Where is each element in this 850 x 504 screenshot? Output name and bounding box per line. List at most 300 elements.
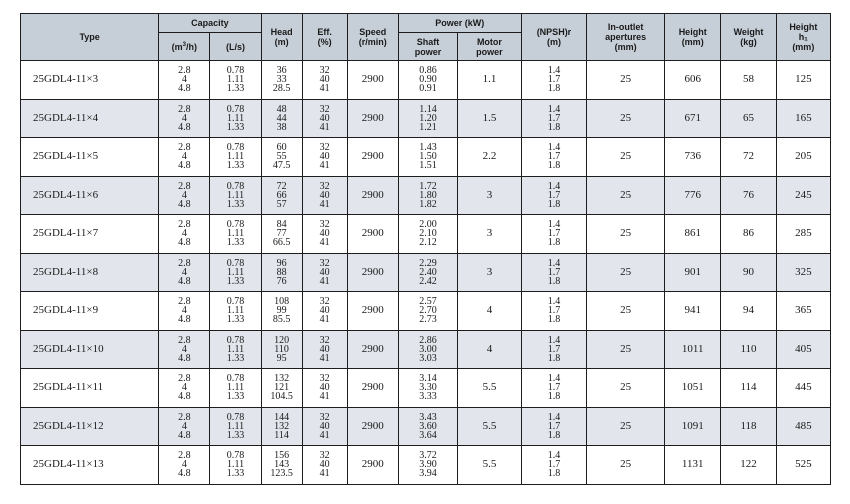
eff-cell-value: 40 (319, 420, 330, 432)
shaft-power-cell-value: 1.43 (419, 142, 437, 154)
motor-power-cell: 4 (458, 292, 522, 331)
type-cell: 25GDL4-11×12 (21, 407, 159, 446)
header-apertures: In-outlet apertures (mm) (587, 14, 665, 61)
capacity-ls-cell (210, 292, 261, 331)
head-cell (261, 407, 302, 446)
type-cell: 25GDL4-11×4 (21, 99, 159, 138)
capacity-ls-cell-value: 1.11 (226, 74, 245, 86)
eff-cell-value: 40 (319, 189, 330, 201)
eff-cell-value: 40 (319, 228, 330, 240)
capacity-ls-cell-value: 0.78 (226, 65, 245, 77)
npsh-cell-value: 1.8 (547, 160, 561, 172)
aperture-cell: 25 (587, 407, 665, 446)
capacity-m3h-cell-value: 4 (181, 74, 187, 86)
capacity-ls-cell-value: 1.33 (226, 391, 245, 403)
speed-cell: 2900 (347, 446, 398, 485)
type-cell: 25GDL4-11×10 (21, 330, 159, 369)
shaft-power-cell-value: 2.40 (419, 266, 437, 278)
height-cell: 776 (665, 176, 721, 215)
shaft-power-cell (398, 176, 457, 215)
npsh-cell (521, 407, 587, 446)
motor-power-cell: 5.5 (458, 446, 522, 485)
table-row (21, 292, 831, 331)
npsh-cell (521, 215, 587, 254)
aperture-cell: 25 (587, 253, 665, 292)
shaft-power-cell-value: 2.10 (419, 228, 437, 240)
motor-power-cell: 5.5 (458, 369, 522, 408)
aperture-cell: 25 (587, 215, 665, 254)
head-cell-value: 77 (276, 228, 287, 240)
capacity-m3h-cell (159, 176, 210, 215)
capacity-m3h-cell-value: 4 (181, 305, 187, 317)
npsh-cell (521, 99, 587, 138)
motor-power-cell: 3 (458, 253, 522, 292)
table-row (21, 215, 831, 254)
npsh-cell (521, 61, 587, 100)
height-h1-cell: 405 (776, 330, 830, 369)
table-header (21, 14, 831, 61)
head-cell-value: 47.5 (272, 160, 291, 172)
eff-cell (302, 61, 347, 100)
capacity-m3h-cell-value: 4.8 (178, 198, 191, 210)
header-capacity-ls: (L/s) (210, 33, 261, 61)
capacity-m3h-cell-value: 4 (181, 266, 187, 278)
eff-cell-value: 40 (319, 343, 330, 355)
shaft-power-cell (398, 407, 457, 446)
head-cell-value: 28.5 (272, 83, 291, 95)
capacity-ls-cell-value: 0.78 (226, 411, 245, 423)
head-cell-value: 38 (276, 121, 287, 133)
shaft-power-cell-value: 3.03 (419, 352, 437, 364)
type-cell: 25GDL4-11×11 (21, 369, 159, 408)
type-cell: 25GDL4-11×3 (21, 61, 159, 100)
head-cell-value: 132 (274, 420, 290, 432)
npsh-cell (521, 369, 587, 408)
eff-cell-value: 41 (319, 275, 330, 287)
height-h1-cell: 365 (776, 292, 830, 331)
npsh-cell-value: 1.8 (547, 429, 561, 441)
height-cell: 671 (665, 99, 721, 138)
eff-cell-value: 32 (319, 296, 330, 308)
capacity-m3h-cell (159, 253, 210, 292)
capacity-m3h-cell-value: 4 (181, 420, 187, 432)
height-h1-cell: 485 (776, 407, 830, 446)
shaft-power-cell (398, 446, 457, 485)
npsh-cell-value: 1.4 (547, 334, 561, 346)
eff-cell-value: 40 (319, 151, 330, 163)
capacity-m3h-cell-value: 2.8 (178, 296, 191, 308)
aperture-cell: 25 (587, 99, 665, 138)
shaft-power-cell-value: 3.30 (419, 382, 437, 394)
npsh-cell-value: 1.4 (547, 450, 561, 462)
npsh-cell-value: 1.4 (547, 142, 561, 154)
capacity-ls-cell-value: 1.33 (226, 275, 245, 287)
head-cell-value: 143 (274, 459, 290, 471)
capacity-ls-cell-value: 1.33 (226, 198, 245, 210)
head-cell-value: 60 (276, 142, 287, 154)
table-row (21, 61, 831, 100)
npsh-cell-value: 1.4 (547, 373, 561, 385)
eff-cell-value: 32 (319, 334, 330, 346)
height-cell: 1131 (665, 446, 721, 485)
header-head: Head (m) (261, 14, 302, 61)
capacity-ls-cell-value: 0.78 (226, 103, 245, 115)
capacity-ls-cell (210, 138, 261, 177)
capacity-m3h-cell-value: 2.8 (178, 450, 191, 462)
head-cell (261, 176, 302, 215)
weight-cell: 72 (721, 138, 776, 177)
npsh-cell (521, 292, 587, 331)
capacity-m3h-cell-value: 4.8 (178, 352, 191, 364)
capacity-ls-cell-value: 0.78 (226, 296, 245, 308)
capacity-ls-cell-value: 1.33 (226, 468, 245, 480)
header-height-h1: Height h₁ (mm) (776, 14, 830, 61)
npsh-cell (521, 176, 587, 215)
capacity-m3h-cell-value: 4.8 (178, 83, 191, 95)
capacity-m3h-cell-value: 4 (181, 459, 187, 471)
weight-cell: 90 (721, 253, 776, 292)
table-row (21, 407, 831, 446)
capacity-ls-cell-value: 0.78 (226, 219, 245, 231)
eff-cell (302, 253, 347, 292)
shaft-power-cell-value: 0.86 (419, 65, 437, 77)
height-h1-cell: 525 (776, 446, 830, 485)
capacity-ls-cell-value: 1.11 (226, 228, 245, 240)
shaft-power-cell-value: 2.73 (419, 314, 437, 326)
head-cell (261, 330, 302, 369)
npsh-cell-value: 1.7 (547, 459, 561, 471)
head-cell-value: 76 (276, 275, 287, 287)
shaft-power-cell-value: 2.00 (419, 219, 437, 231)
capacity-ls-cell-value: 0.78 (226, 450, 245, 462)
eff-cell-value: 32 (319, 65, 330, 77)
capacity-ls-cell-value: 1.33 (226, 352, 245, 364)
npsh-cell-value: 1.8 (547, 83, 561, 95)
capacity-ls-cell-value: 1.33 (226, 429, 245, 441)
shaft-power-cell-value: 2.86 (419, 334, 437, 346)
height-cell: 1011 (665, 330, 721, 369)
capacity-ls-cell (210, 369, 261, 408)
aperture-cell: 25 (587, 292, 665, 331)
eff-cell-value: 41 (319, 391, 330, 403)
type-cell: 25GDL4-11×13 (21, 446, 159, 485)
head-cell-value: 121 (274, 382, 290, 394)
eff-cell (302, 215, 347, 254)
motor-power-cell: 2.2 (458, 138, 522, 177)
height-cell: 1051 (665, 369, 721, 408)
head-cell-value: 114 (274, 429, 289, 441)
shaft-power-cell-value: 1.21 (419, 121, 437, 133)
capacity-ls-cell-value: 1.11 (226, 305, 245, 317)
head-cell-value: 48 (276, 103, 287, 115)
npsh-cell-value: 1.4 (547, 219, 561, 231)
eff-cell-value: 41 (319, 429, 330, 441)
shaft-power-cell-value: 0.90 (419, 74, 437, 86)
height-h1-cell: 285 (776, 215, 830, 254)
capacity-m3h-cell (159, 99, 210, 138)
shaft-power-cell (398, 138, 457, 177)
shaft-power-cell-value: 3.14 (419, 373, 437, 385)
shaft-power-cell-value: 2.29 (419, 257, 437, 269)
eff-cell-value: 40 (319, 305, 330, 317)
eff-cell (302, 369, 347, 408)
capacity-ls-cell (210, 99, 261, 138)
height-h1-cell: 205 (776, 138, 830, 177)
eff-cell-value: 32 (319, 450, 330, 462)
capacity-m3h-cell (159, 138, 210, 177)
shaft-power-cell-value: 1.14 (419, 103, 437, 115)
head-cell-value: 57 (276, 198, 287, 210)
motor-power-cell: 5.5 (458, 407, 522, 446)
eff-cell-value: 41 (319, 121, 330, 133)
capacity-m3h-cell-value: 4.8 (178, 429, 191, 441)
capacity-m3h-cell-value: 4 (181, 382, 187, 394)
shaft-power-cell-value: 2.70 (419, 305, 437, 317)
height-cell: 736 (665, 138, 721, 177)
header-capacity: Capacity (159, 14, 261, 33)
speed-cell: 2900 (347, 176, 398, 215)
capacity-ls-cell-value: 1.11 (226, 266, 245, 278)
type-cell: 25GDL4-11×9 (21, 292, 159, 331)
capacity-ls-cell-value: 1.33 (226, 160, 245, 172)
capacity-ls-cell-value: 1.11 (226, 343, 245, 355)
height-h1-cell: 325 (776, 253, 830, 292)
header-type: Type (21, 14, 159, 61)
capacity-m3h-cell-value: 4 (181, 151, 187, 163)
npsh-cell-value: 1.8 (547, 468, 561, 480)
capacity-m3h-cell-value: 4.8 (178, 121, 191, 133)
eff-cell-value: 41 (319, 160, 330, 172)
weight-cell: 86 (721, 215, 776, 254)
shaft-power-cell-value: 3.94 (419, 468, 437, 480)
speed-cell: 2900 (347, 253, 398, 292)
capacity-m3h-cell-value: 4 (181, 112, 187, 124)
capacity-ls-cell-value: 1.11 (226, 151, 245, 163)
shaft-power-cell (398, 61, 457, 100)
table-row (21, 138, 831, 177)
shaft-power-cell-value: 3.33 (419, 391, 437, 403)
capacity-ls-cell-value: 0.78 (226, 257, 245, 269)
capacity-ls-cell (210, 61, 261, 100)
capacity-m3h-cell-value: 2.8 (178, 334, 191, 346)
weight-cell: 110 (721, 330, 776, 369)
capacity-m3h-cell-value: 4 (181, 343, 187, 355)
npsh-cell-value: 1.7 (547, 266, 561, 278)
head-cell-value: 156 (274, 450, 290, 462)
npsh-cell-value: 1.8 (547, 121, 561, 133)
motor-power-cell: 1.5 (458, 99, 522, 138)
eff-cell-value: 32 (319, 373, 330, 385)
head-cell (261, 99, 302, 138)
motor-power-cell: 3 (458, 176, 522, 215)
type-cell: 25GDL4-11×7 (21, 215, 159, 254)
eff-cell-value: 32 (319, 180, 330, 192)
weight-cell: 65 (721, 99, 776, 138)
capacity-ls-cell-value: 1.11 (226, 459, 245, 471)
head-cell-value: 104.5 (270, 391, 293, 403)
motor-power-cell: 4 (458, 330, 522, 369)
shaft-power-cell (398, 215, 457, 254)
eff-cell-value: 41 (319, 237, 330, 249)
head-cell-value: 85.5 (272, 314, 291, 326)
header-capacity-m3h: $(m^3/h)$ (159, 33, 210, 61)
head-cell-value: 99 (276, 305, 287, 317)
table-body (21, 61, 831, 485)
head-cell (261, 369, 302, 408)
shaft-power-cell-value: 1.80 (419, 189, 437, 201)
height-cell: 606 (665, 61, 721, 100)
capacity-m3h-cell-value: 4.8 (178, 160, 191, 172)
npsh-cell-value: 1.8 (547, 352, 561, 364)
eff-cell-value: 32 (319, 257, 330, 269)
shaft-power-cell-value: 1.20 (419, 112, 437, 124)
shaft-power-cell (398, 369, 457, 408)
capacity-ls-cell (210, 446, 261, 485)
capacity-ls-cell-value: 1.11 (226, 112, 245, 124)
eff-cell-value: 32 (319, 103, 330, 115)
capacity-ls-cell-value: 0.78 (226, 334, 245, 346)
npsh-cell-value: 1.4 (547, 296, 561, 308)
head-cell-value: 44 (276, 112, 287, 124)
capacity-ls-cell (210, 407, 261, 446)
capacity-ls-cell (210, 176, 261, 215)
capacity-m3h-cell-value: 4.8 (178, 275, 191, 287)
aperture-cell: 25 (587, 330, 665, 369)
capacity-m3h-cell-value: 2.8 (178, 142, 191, 154)
height-h1-cell: 125 (776, 61, 830, 100)
head-cell-value: 110 (274, 343, 289, 355)
shaft-power-cell-value: 1.50 (419, 151, 437, 163)
npsh-cell-value: 1.7 (547, 228, 561, 240)
npsh-cell-value: 1.8 (547, 391, 561, 403)
head-cell-value: 96 (276, 257, 287, 269)
shaft-power-cell-value: 3.43 (419, 411, 437, 423)
eff-cell-value: 41 (319, 314, 330, 326)
shaft-power-cell-value: 2.42 (419, 275, 437, 287)
head-cell-value: 108 (274, 296, 290, 308)
eff-cell-value: 32 (319, 219, 330, 231)
capacity-m3h-cell (159, 292, 210, 331)
npsh-cell-value: 1.8 (547, 275, 561, 287)
head-cell-value: 36 (276, 65, 287, 77)
shaft-power-cell-value: 3.90 (419, 459, 437, 471)
capacity-m3h-cell-value: 2.8 (178, 219, 191, 231)
npsh-cell-value: 1.8 (547, 198, 561, 210)
eff-cell (302, 446, 347, 485)
head-cell-value: 55 (276, 151, 287, 163)
eff-cell (302, 99, 347, 138)
header-shaft-power: Shaft power (398, 33, 457, 61)
capacity-ls-cell-value: 1.33 (226, 314, 245, 326)
npsh-cell-value: 1.7 (547, 74, 561, 86)
head-cell (261, 138, 302, 177)
capacity-m3h-cell-value: 4.8 (178, 314, 191, 326)
height-h1-cell: 165 (776, 99, 830, 138)
capacity-ls-cell-value: 1.11 (226, 189, 245, 201)
capacity-m3h-cell-value: 2.8 (178, 180, 191, 192)
capacity-ls-cell-value: 0.78 (226, 373, 245, 385)
npsh-cell (521, 446, 587, 485)
weight-cell: 114 (721, 369, 776, 408)
eff-cell-value: 41 (319, 468, 330, 480)
table-row (21, 330, 831, 369)
aperture-cell: 25 (587, 446, 665, 485)
head-cell-value: 132 (274, 373, 290, 385)
header-motor-power: Motor power (458, 33, 522, 61)
capacity-m3h-cell (159, 369, 210, 408)
motor-power-cell: 1.1 (458, 61, 522, 100)
table-row (21, 99, 831, 138)
weight-cell: 122 (721, 446, 776, 485)
type-cell: 25GDL4-11×6 (21, 176, 159, 215)
capacity-m3h-cell-value: 2.8 (178, 373, 191, 385)
capacity-m3h-cell-value: 4 (181, 189, 187, 201)
head-cell-value: 120 (274, 334, 290, 346)
npsh-cell (521, 253, 587, 292)
capacity-ls-cell (210, 215, 261, 254)
eff-cell-value: 32 (319, 142, 330, 154)
shaft-power-cell-value: 2.57 (419, 296, 437, 308)
capacity-m3h-cell (159, 61, 210, 100)
aperture-cell: 25 (587, 61, 665, 100)
aperture-cell: 25 (587, 176, 665, 215)
type-cell: 25GDL4-11×5 (21, 138, 159, 177)
eff-cell-value: 40 (319, 459, 330, 471)
head-cell-value: 33 (276, 74, 287, 86)
header-weight: Weight (kg) (721, 14, 776, 61)
npsh-cell-value: 1.7 (547, 343, 561, 355)
capacity-m3h-cell (159, 407, 210, 446)
npsh-cell-value: 1.4 (547, 411, 561, 423)
npsh-cell-value: 1.4 (547, 257, 561, 269)
pump-spec-table (20, 13, 831, 485)
capacity-ls-cell-value: 1.11 (226, 382, 245, 394)
header-power: Power (kW) (398, 14, 521, 33)
shaft-power-cell-value: 1.72 (419, 180, 437, 192)
head-cell (261, 215, 302, 254)
height-cell: 901 (665, 253, 721, 292)
header-npsh: (NPSH)r (m) (521, 14, 587, 61)
speed-cell: 2900 (347, 407, 398, 446)
shaft-power-cell-value: 3.00 (419, 343, 437, 355)
npsh-cell (521, 330, 587, 369)
capacity-ls-cell-value: 1.33 (226, 121, 245, 133)
eff-cell-value: 40 (319, 112, 330, 124)
height-cell: 1091 (665, 407, 721, 446)
header-height: Height (mm) (665, 14, 721, 61)
eff-cell (302, 330, 347, 369)
shaft-power-cell (398, 292, 457, 331)
capacity-m3h-cell (159, 446, 210, 485)
table-row (21, 369, 831, 408)
npsh-cell-value: 1.7 (547, 305, 561, 317)
shaft-power-cell (398, 99, 457, 138)
eff-cell (302, 292, 347, 331)
head-cell (261, 253, 302, 292)
eff-cell-value: 40 (319, 74, 330, 86)
shaft-power-cell-value: 1.82 (419, 198, 437, 210)
shaft-power-cell-value: 3.72 (419, 450, 437, 462)
npsh-cell-value: 1.7 (547, 112, 561, 124)
npsh-cell-value: 1.4 (547, 65, 561, 77)
eff-cell (302, 407, 347, 446)
height-h1-cell: 445 (776, 369, 830, 408)
speed-cell: 2900 (347, 330, 398, 369)
capacity-m3h-cell-value: 4.8 (178, 391, 191, 403)
spec-table-container (20, 13, 831, 485)
shaft-power-cell-value: 0.91 (419, 83, 437, 95)
aperture-cell: 25 (587, 369, 665, 408)
